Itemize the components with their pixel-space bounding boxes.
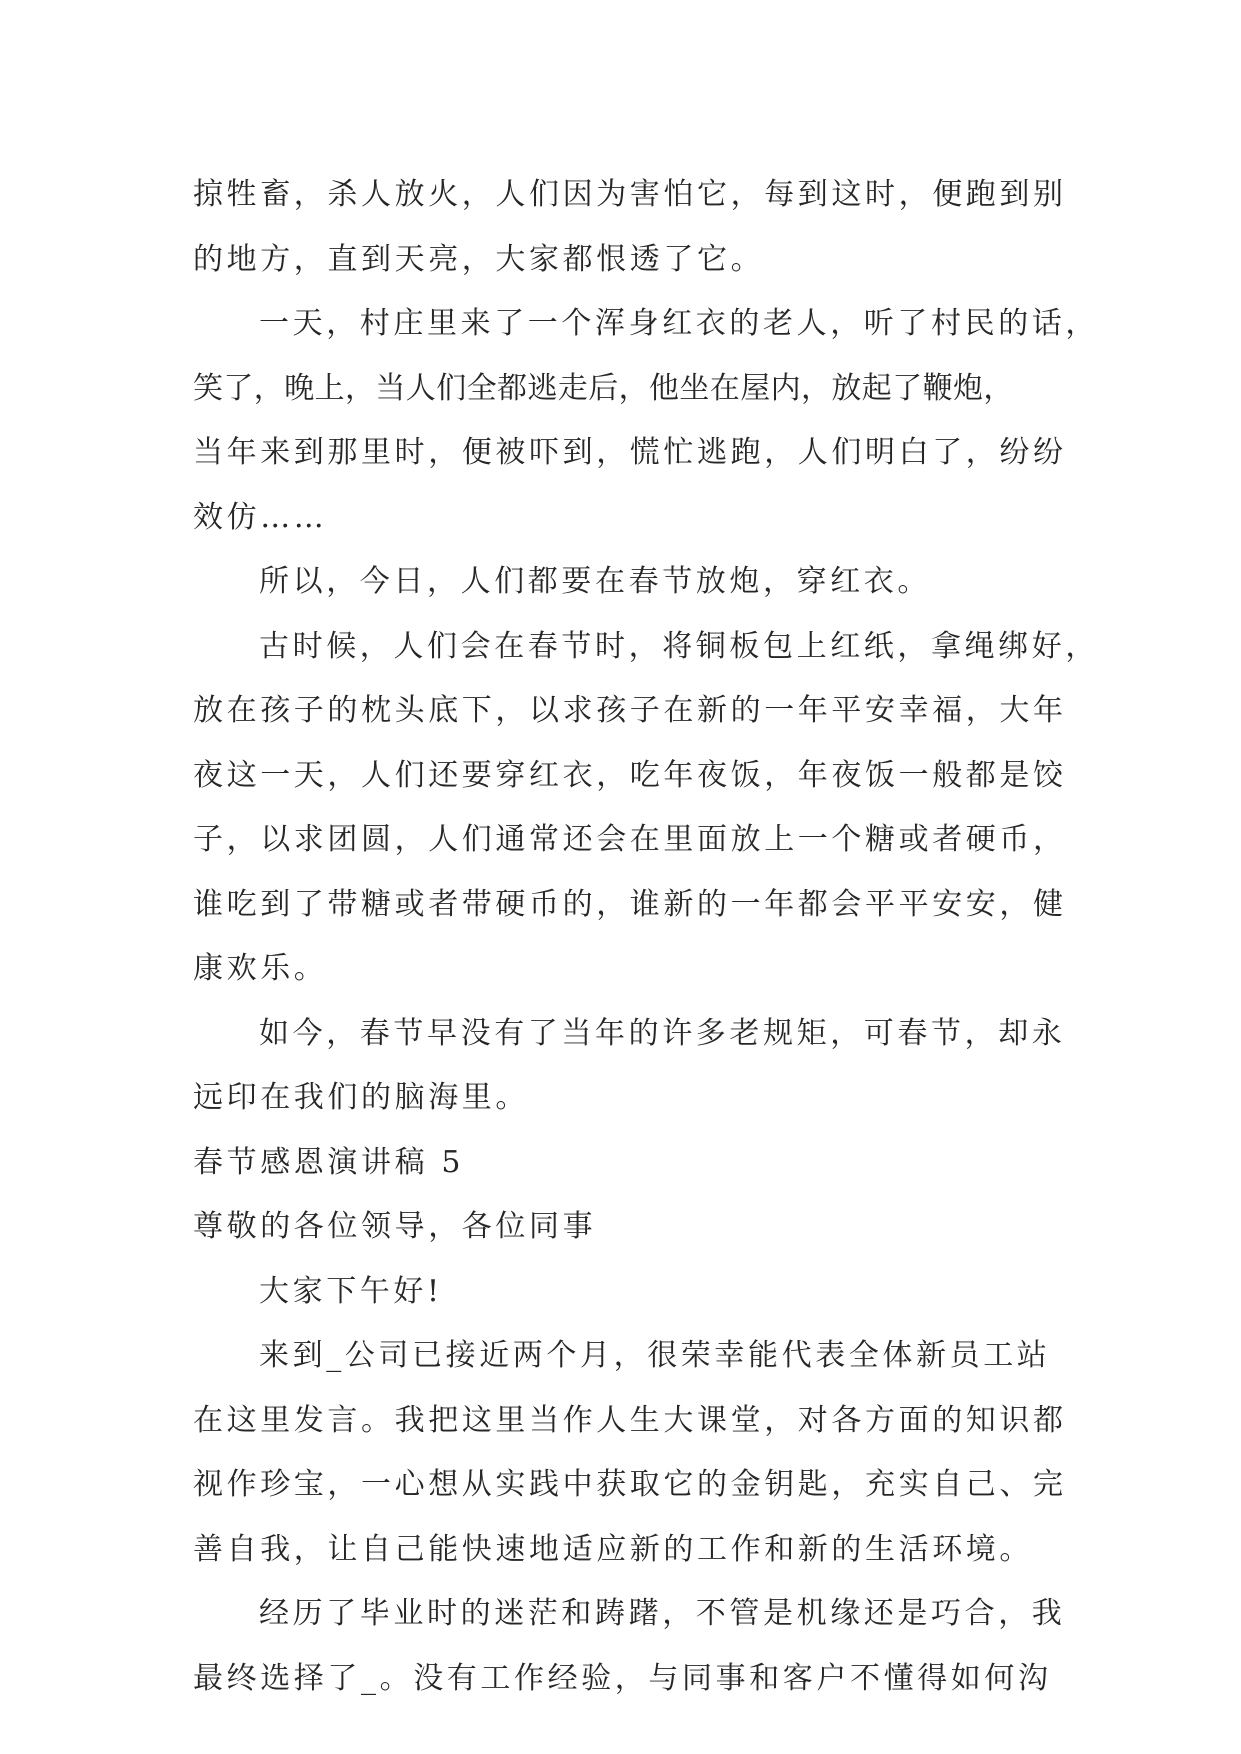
text-line: 夜这一天，人们还要穿红衣，吃年夜饭，年夜饭一般都是饺 (193, 757, 1067, 793)
text-line: 掠牲畜，杀人放火，人们因为害怕它，每到这时，便跑到别 (193, 177, 1067, 212)
text-line: 最终选择了_。没有工作经验，与同事和客户不懂得如何沟 (193, 1660, 1052, 1696)
text-line: 效仿…… (193, 499, 328, 535)
text-line: 远印在我们的脑海里。 (193, 1080, 529, 1115)
text-line: 一天，村庄里来了一个浑身红衣的老人，听了村民的话， (259, 306, 1099, 341)
text-line: 在这里发言。我把这里当作人生大课堂，对各方面的知识都 (193, 1402, 1067, 1438)
text-line: 视作珍宝，一心想从实践中获取它的金钥匙，充实自己、完 (193, 1467, 1067, 1502)
greeting: 大家下午好! (259, 1273, 443, 1309)
text-line: 谁吃到了带糖或者带硬币的，谁新的一年都会平平安安，健 (193, 886, 1067, 922)
document-body (193, 163, 1099, 1711)
text-line: 笑了，晚上，当人们全都逃走后，他坐在屋内，放起了鞭炮， (193, 370, 1014, 406)
salutation: 尊敬的各位领导，各位同事 (193, 1209, 597, 1244)
text-line: 放在孩子的枕头底下，以求孩子在新的一年平安幸福，大年 (193, 693, 1067, 728)
text-line: 康欢乐。 (193, 951, 328, 986)
text-line: 来到_公司已接近两个月，很荣幸能代表全体新员工站 (259, 1338, 1051, 1373)
text-line: 善自我，让自己能快速地适应新的工作和新的生活环境。 (193, 1531, 1033, 1567)
text-line: 子，以求团圆，人们通常还会在里面放上一个糖或者硬币， (193, 822, 1067, 857)
text-line: 古时候，人们会在春节时，将铜板包上红纸，拿绳绑好， (259, 628, 1099, 664)
section-heading: 春节感恩演讲稿 5 (193, 1144, 465, 1180)
text-line: 如今，春节早没有了当年的许多老规矩，可春节，却永 (259, 1015, 1066, 1051)
text-line: 所以，今日，人们都要在春节放炮，穿红衣。 (259, 564, 931, 599)
text-line: 的地方，直到天亮，大家都恨透了它。 (193, 241, 765, 277)
text-line: 当年来到那里时，便被吓到，慌忙逃跑，人们明白了，纷纷 (193, 435, 1067, 470)
text-line: 经历了毕业时的迷茫和踌躇，不管是机缘还是巧合，我 (259, 1596, 1066, 1631)
